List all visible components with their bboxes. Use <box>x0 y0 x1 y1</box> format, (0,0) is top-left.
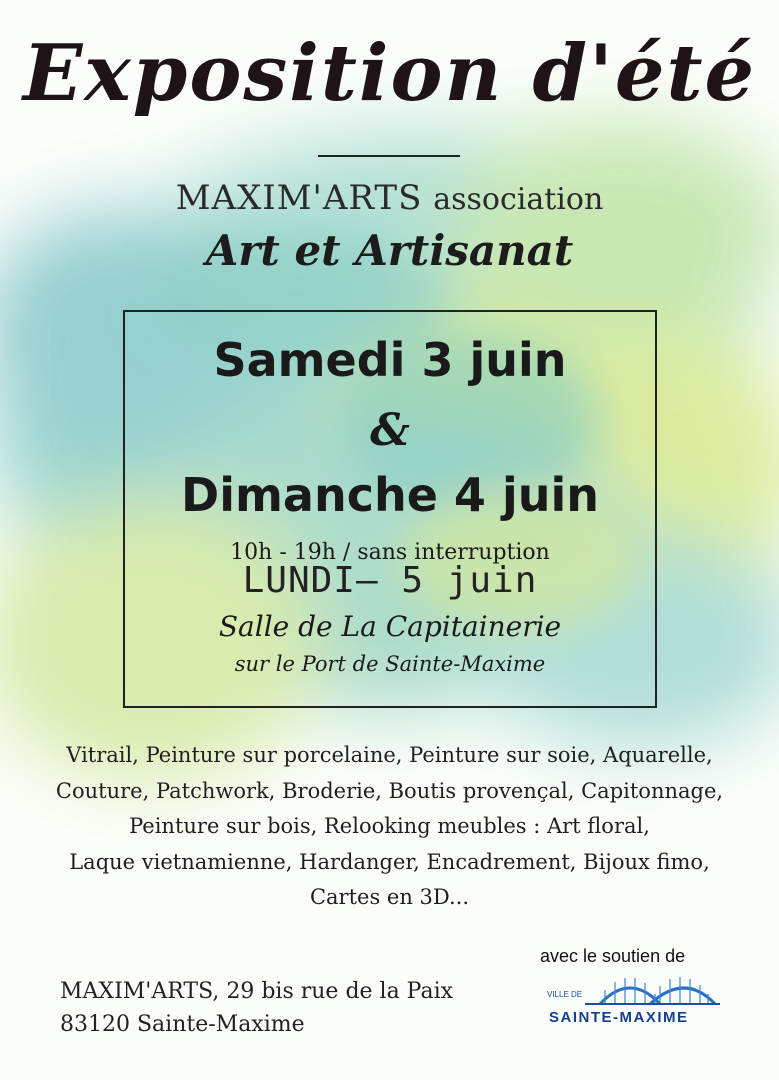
sainte-maxime-logo <box>545 970 720 1030</box>
organizer-line <box>0 178 779 218</box>
crafts-line: Cartes en 3D... <box>309 885 470 909</box>
organizer-suffix: association <box>433 182 604 217</box>
event-hours: 10h - 19h / sans interruption <box>230 540 550 565</box>
support-label: avec le soutien de <box>540 946 686 966</box>
crafts-line: Laque vietnamienne, Hardanger, Encadrement, Bijoux fimo, <box>69 849 710 874</box>
address-block <box>60 975 453 1041</box>
crafts-line: Peinture sur bois, Relooking meubles : Art floral, <box>129 814 650 838</box>
event-venue: Salle de La Capitainerie <box>218 610 562 643</box>
address-line-2: 83120 Sainte-Maxime <box>60 1012 305 1037</box>
logo-prefix: VILLE DE <box>547 990 583 999</box>
crafts-line: Vitrail, Peinture sur porcelaine, Peinture sur soie, Aquarelle, <box>66 743 713 767</box>
address-line-1: MAXIM'ARTS, 29 bis rue de la Paix <box>60 979 454 1004</box>
event-day-1: Samedi 3 juin <box>213 333 567 387</box>
crafts-list <box>40 738 739 916</box>
event-connector: & <box>370 405 410 456</box>
event-day-2: Dimanche 4 juin <box>181 468 599 522</box>
event-location: sur le Port de Sainte-Maxime <box>234 652 546 676</box>
poster-title: Exposition d'été <box>22 28 757 119</box>
handwritten-extra-day: LUNDI— 5 juin <box>242 560 538 601</box>
organizer-subtitle: Art et Artisanat <box>205 226 574 275</box>
title-divider <box>318 155 460 157</box>
organizer-name: MAXIM'ARTS <box>175 178 423 218</box>
crafts-line: Couture, Patchwork, Broderie, Boutis provençal, Capitonnage, <box>55 778 724 803</box>
logo-name: SAINTE-MAXIME <box>549 1009 689 1026</box>
